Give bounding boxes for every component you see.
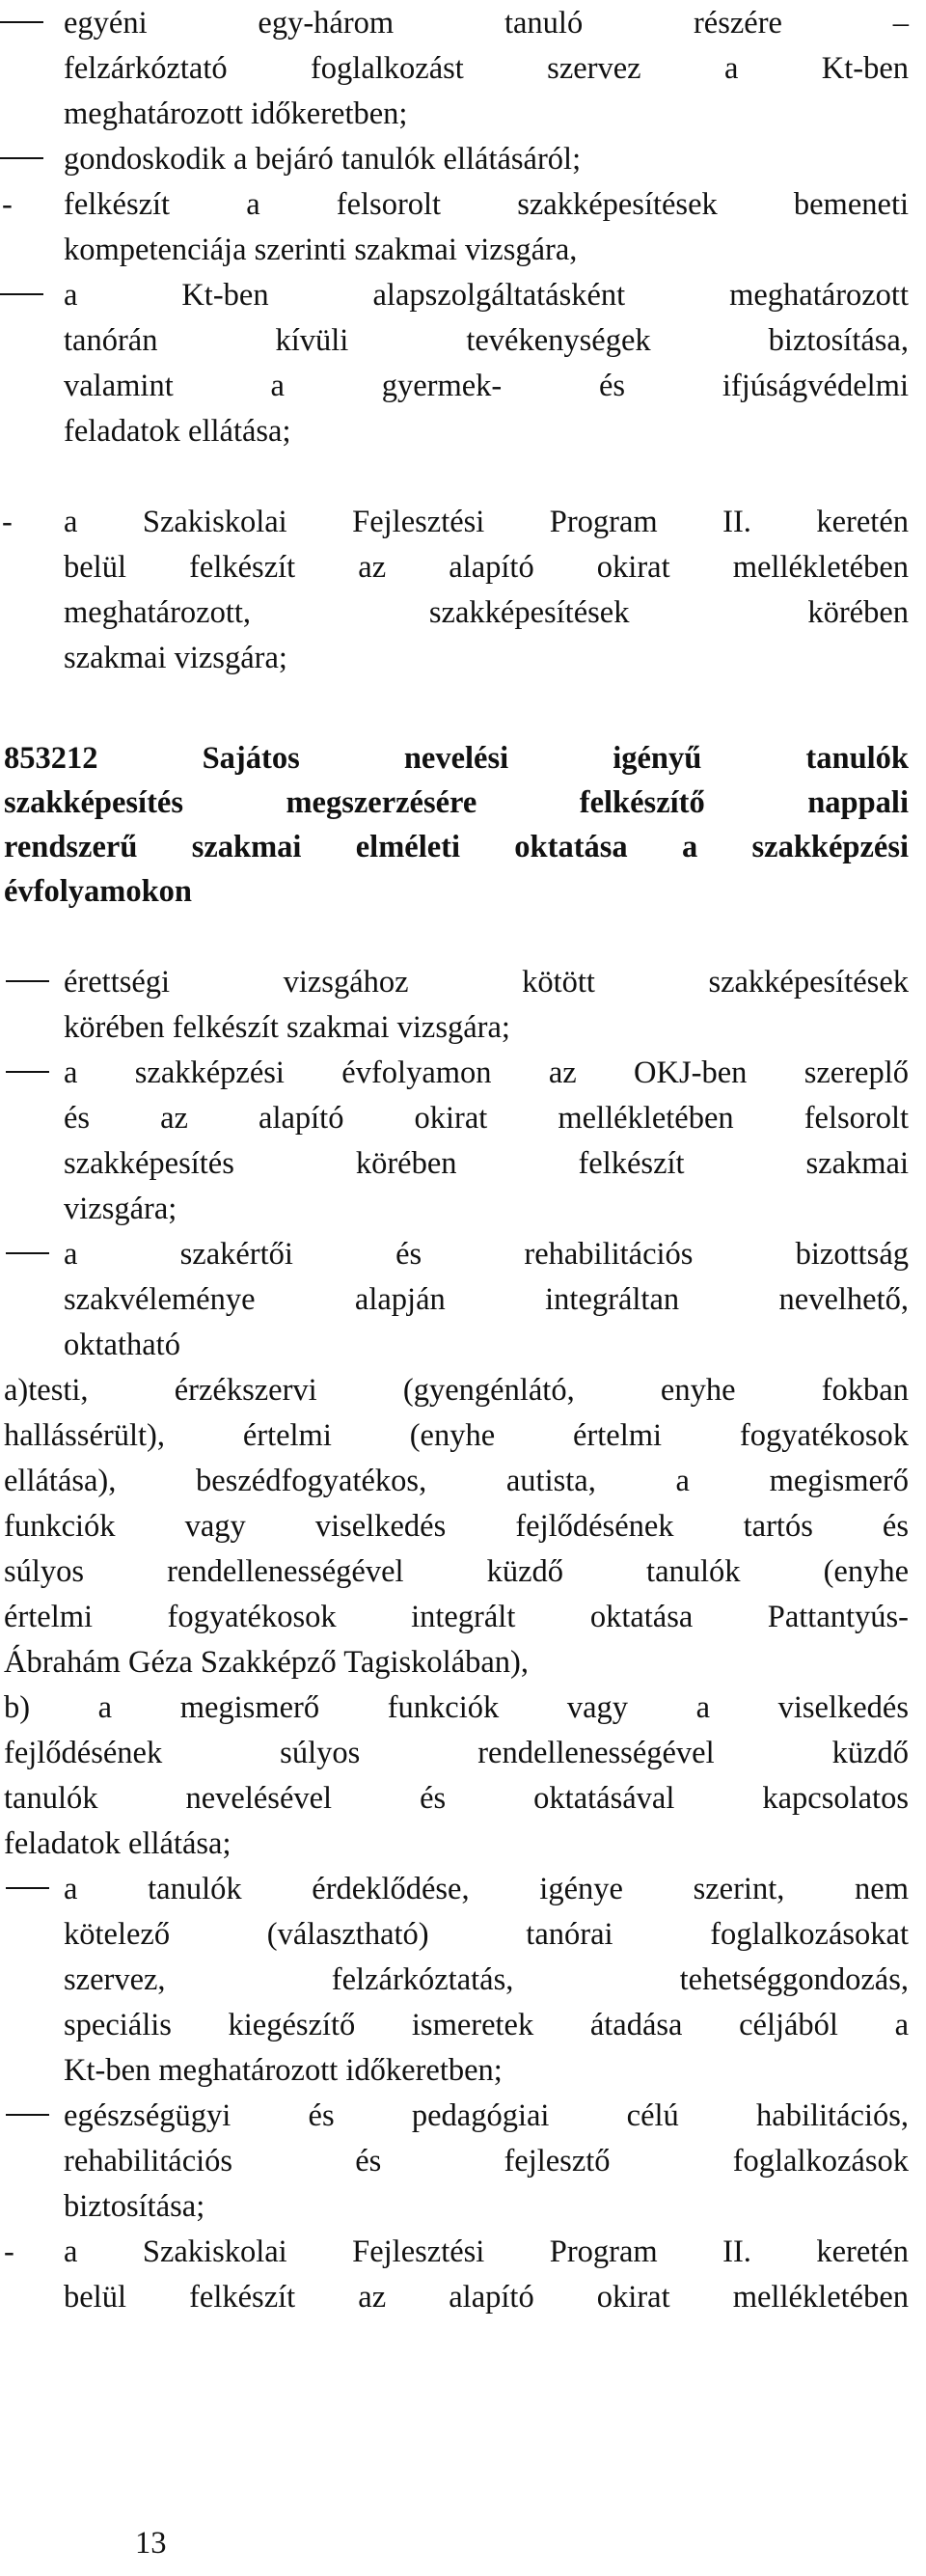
list-item-line: belül felkészít az alapító okirat mellékletében: [64, 550, 909, 585]
paragraph-line: súlyos rendellenességével küzdő tanulók (enyhe: [4, 1554, 909, 1589]
list-item-line: meghatározott időkeretben;: [64, 96, 408, 131]
list-item-line: a szakképzési évfolyamon az OKJ-ben szereplő: [64, 1055, 909, 1090]
list-item-line: rehabilitációs és fejlesztő foglalkozások: [64, 2144, 909, 2179]
dash-marker: [6, 2114, 49, 2116]
heading-line: 853212 Sajátos nevelési igényű tanulók: [4, 741, 909, 776]
paragraph-line: b) a megismerő funkciók vagy a viselkedés: [4, 1690, 909, 1725]
list-item-line: a tanulók érdeklődése, igénye szerint, nem: [64, 1872, 909, 1906]
list-item-line: és az alapító okirat mellékletében felsorolt: [64, 1101, 909, 1136]
list-item-line: speciális kiegészítő ismeretek átadása céljából a: [64, 2008, 909, 2042]
dash-marker: [6, 980, 49, 982]
list-item-line: gondoskodik a bejáró tanulók ellátásáról;: [64, 142, 582, 177]
dash-marker: [6, 1887, 49, 1889]
list-item-line: Kt-ben meghatározott időkeretben;: [64, 2053, 503, 2088]
list-item-line: feladatok ellátása;: [64, 414, 291, 449]
dash-marker: [0, 21, 43, 23]
list-item-line: szakvéleménye alapján integráltan nevelhető,: [64, 1282, 909, 1317]
paragraph-line: feladatok ellátása;: [4, 1826, 232, 1861]
dash-marker: [6, 1071, 49, 1073]
paragraph-line: a)testi, érzékszervi (gyengénlátó, enyhe fokban: [4, 1373, 909, 1408]
paragraph-line: fejlődésének súlyos rendellenességével küzdő: [4, 1736, 909, 1770]
heading-line: szakképesítés megszerzésére felkészítő nappali: [4, 785, 909, 820]
list-item-line: a szakértői és rehabilitációs bizottság: [64, 1237, 909, 1272]
list-item-line: körében felkészít szakmai vizsgára;: [64, 1010, 510, 1045]
paragraph-line: tanulók nevelésével és oktatásával kapcsolatos: [4, 1781, 909, 1816]
list-item-line: a Szakiskolai Fejlesztési Program II. keretén: [64, 505, 909, 539]
hyphen-marker: -: [2, 187, 13, 222]
hyphen-marker: -: [2, 505, 13, 539]
paragraph-line: funkciók vagy viselkedés fejlődésének tartós és: [4, 1509, 909, 1544]
list-item-line: felzárkóztató foglalkozást szervez a Kt-ben: [64, 51, 909, 86]
list-item-line: szakmai vizsgára;: [64, 641, 287, 675]
dash-marker: [0, 293, 43, 295]
paragraph-line: ellátása), beszédfogyatékos, autista, a megismerő: [4, 1464, 909, 1498]
list-item-line: kompetenciája szerinti szakmai vizsgára,: [64, 233, 578, 267]
heading-line: rendszerű szakmai elméleti oktatása a szakképzési: [4, 830, 909, 864]
list-item-line: belül felkészít az alapító okirat mellékletében: [64, 2280, 909, 2315]
list-item-line: szervez, felzárkóztatás, tehetséggondozás,: [64, 1962, 909, 1997]
list-item-line: felkészít a felsorolt szakképesítések bemeneti: [64, 187, 909, 222]
list-item-line: a Kt-ben alapszolgáltatásként meghatározott: [64, 278, 909, 313]
heading-line: évfolyamokon: [4, 874, 192, 909]
list-item-line: a Szakiskolai Fejlesztési Program II. keretén: [64, 2234, 909, 2269]
paragraph-line: értelmi fogyatékosok integrált oktatása Pattantyús-: [4, 1600, 909, 1634]
list-item-line: meghatározott, szakképesítések körében: [64, 595, 909, 630]
paragraph-line: hallássérült), értelmi (enyhe értelmi fogyatékosok: [4, 1418, 909, 1453]
list-item-line: biztosítása;: [64, 2189, 205, 2224]
list-item-line: szakképesítés körében felkészít szakmai: [64, 1146, 909, 1181]
list-item-line: kötelező (választható) tanórai foglalkozásokat: [64, 1917, 909, 1952]
paragraph-line: Ábrahám Géza Szakképző Tagiskolában),: [4, 1645, 529, 1680]
dash-marker: [0, 157, 43, 159]
list-item-line: egészségügyi és pedagógiai célú habilitációs,: [64, 2098, 909, 2133]
hyphen-marker: -: [4, 2234, 14, 2269]
list-item-line: érettségi vizsgához kötött szakképesítések: [64, 965, 909, 1000]
list-item-line: egyéni egy-három tanuló részére –: [64, 6, 909, 41]
dash-marker: [6, 1252, 49, 1254]
page-number: 13: [135, 2526, 167, 2561]
list-item-line: vizsgára;: [64, 1192, 177, 1226]
list-item-line: oktatható: [64, 1328, 180, 1362]
list-item-line: valamint a gyermek- és ifjúságvédelmi: [64, 369, 909, 403]
list-item-line: tanórán kívüli tevékenységek biztosítása,: [64, 323, 909, 358]
